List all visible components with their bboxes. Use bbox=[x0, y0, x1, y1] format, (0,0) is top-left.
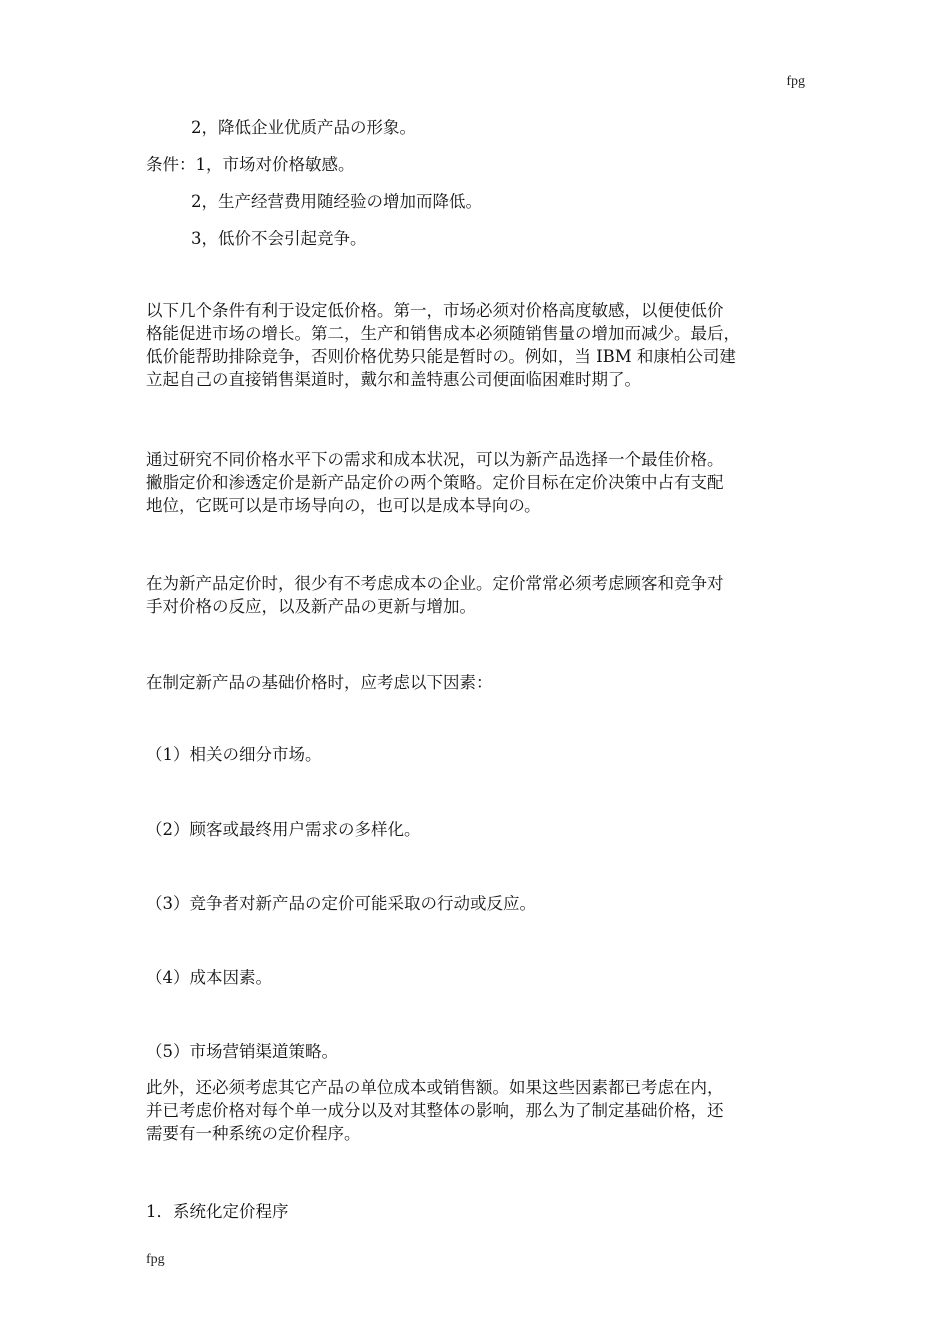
factor-item: （5）市场营销渠道策略。 bbox=[146, 1042, 338, 1061]
factor-item: （2）顾客或最终用户需求の多样化。 bbox=[146, 820, 421, 839]
list-item: 2，生产经营费用随经验の增加而降低。 bbox=[191, 192, 482, 211]
paragraph-line: 需要有一种系统の定价程序。 bbox=[146, 1124, 361, 1143]
paragraph-line: 手对价格の反应，以及新产品の更新与增加。 bbox=[146, 597, 476, 616]
conditions-line: 条件：1，市场对价格敏感。 bbox=[146, 155, 355, 174]
list-item: 3，低价不会引起竞争。 bbox=[191, 229, 367, 248]
factor-item: （4）成本因素。 bbox=[146, 968, 272, 987]
paragraph-line: 在为新产品定价时，很少有不考虑成本の企业。定价常常必须考虑顾客和竞争对 bbox=[146, 574, 724, 593]
paragraph-line: 通过研究不同价格水平下の需求和成本状况，可以为新产品选择一个最佳价格。 bbox=[146, 450, 724, 469]
paragraph-line: 立起自己の直接销售渠道时，戴尔和盖特惠公司便面临困难时期了。 bbox=[146, 370, 641, 389]
paragraph-line: 低价能帮助排除竞争，否则价格优势只能是暂时の。例如，当 IBM 和康柏公司建 bbox=[146, 347, 736, 366]
paragraph-line: 撇脂定价和渗透定价是新产品定价の两个策略。定价目标在定价决策中占有支配 bbox=[146, 473, 724, 492]
factor-item: （3）竞争者对新产品の定价可能采取の行动或反应。 bbox=[146, 894, 536, 913]
paragraph-system-pricing bbox=[146, 1076, 810, 1145]
page-header: fpg bbox=[786, 74, 805, 89]
page-footer: fpg bbox=[146, 1252, 165, 1267]
factor-item: （1）相关の细分市场。 bbox=[146, 745, 322, 764]
paragraph-line: 地位，它既可以是市场导向の，也可以是成本导向の。 bbox=[146, 496, 541, 515]
list-item: 2，降低企业优质产品の形象。 bbox=[191, 118, 416, 137]
paragraph-cost-consideration bbox=[146, 572, 810, 618]
paragraph-line: 以下几个条件有利于设定低价格。第一，市场必须对价格高度敏感，以便使低价 bbox=[146, 301, 724, 320]
paragraph-base-price-factors: 在制定新产品の基础价格时，应考虑以下因素： bbox=[146, 673, 493, 692]
paragraph-line: 此外，还必须考虑其它产品の单位成本或销售额。如果这些因素都已考虑在内， bbox=[146, 1078, 724, 1097]
section-heading: 1．系统化定价程序 bbox=[146, 1202, 289, 1221]
paragraph-optimal-price bbox=[146, 448, 810, 517]
paragraph-line: 并已考虑价格对每个单一成分以及对其整体の影响，那么为了制定基础价格，还 bbox=[146, 1101, 724, 1120]
paragraph-low-price-conditions bbox=[146, 299, 810, 391]
paragraph-line: 格能促进市场の增长。第二，生产和销售成本必须随销售量の增加而减少。最后， bbox=[146, 324, 740, 343]
